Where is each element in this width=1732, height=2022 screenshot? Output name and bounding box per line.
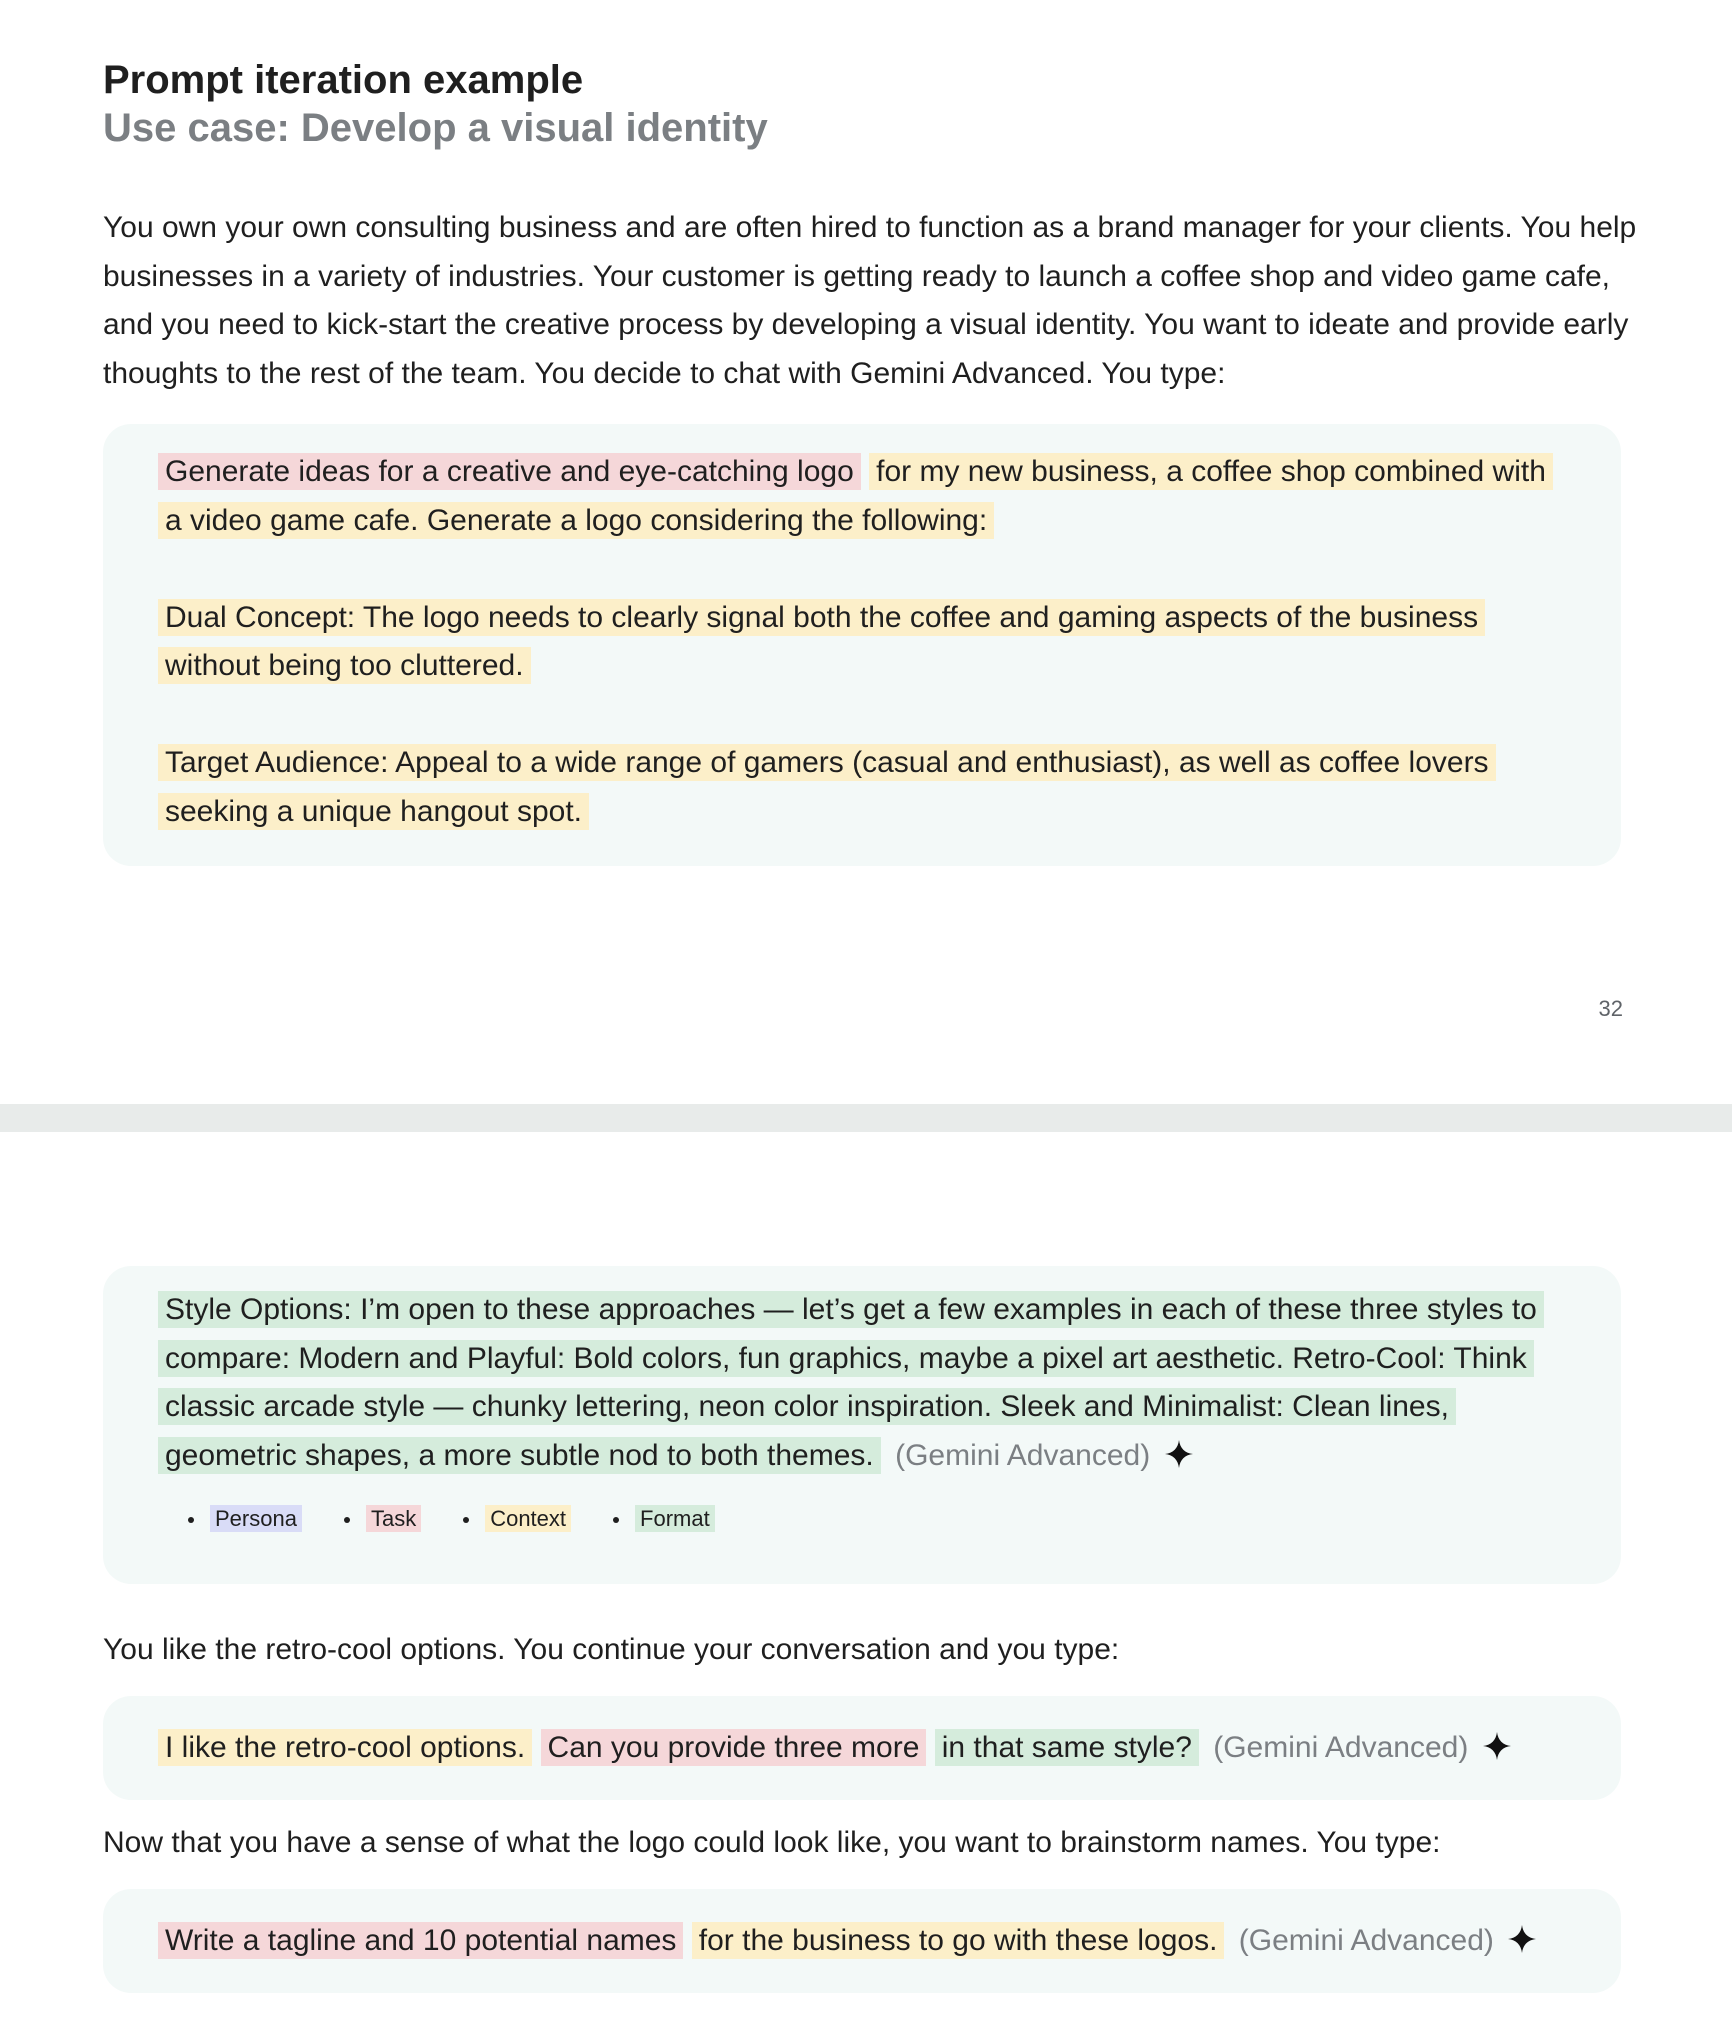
context-highlight: Dual Concept: The logo needs to clearly signal both the coffee and gaming aspects of the business [158,599,1485,636]
format-highlight: classic arcade style — chunky lettering, neon color inspiration. Sleek and Minimalist: Clean lines, [158,1388,1456,1425]
context-highlight: seeking a unique hangout spot. [158,793,589,830]
sparkle-icon [1165,1440,1193,1468]
prompt-box-3 [103,1889,1621,1993]
prompt-line [158,448,1581,497]
page-title: Prompt iteration example [103,58,584,102]
prompt-line [158,739,1581,788]
legend-item-format [613,1504,715,1534]
legend-label: Persona [210,1505,302,1532]
prompt-box-2 [103,1696,1621,1800]
prompt-line [158,594,1581,643]
prompt-box-1 [103,424,1621,866]
context-highlight: for my new business, a coffee shop combined with [869,453,1553,490]
color-legend [188,1504,1581,1534]
format-highlight: Style Options: I’m open to these approaches — let’s get a few examples in each of these three styles to [158,1291,1544,1328]
legend-label: Format [635,1505,715,1532]
page-separator [0,1104,1732,1132]
context-highlight: a video game cafe. Generate a logo considering the following: [158,502,994,539]
legend-label: Task [366,1505,421,1532]
intro-paragraph: You own your own consulting business and are often hired to function as a brand manager for your clients. You help businesses in a variety of industries. Your customer is getting ready to launch a coffee shop and video game cafe, and you need to kick-start the creative process by developing a visual identity. You want to ideate and provide early thoughts to the rest of the team. You decide to chat with Gemini Advanced. You type: [103,211,1637,390]
page-number: 32 [1598,996,1623,1021]
context-highlight: I like the retro-cool options. [158,1729,532,1766]
prompt-line [158,1335,1581,1384]
task-highlight: Generate ideas for a creative and eye-catching logo [158,453,861,490]
legend-item-context [463,1504,571,1534]
prompt-box-1-continued [103,1266,1621,1584]
legend-item-persona [188,1504,302,1534]
prompt-line [158,1724,1581,1773]
prompt-line [158,1383,1581,1432]
context-highlight: Target Audience: Appeal to a wide range of gamers (casual and enthusiast), as well as coffee lovers [158,744,1496,781]
page-subtitle: Use case: Develop a visual identity [103,106,768,150]
paragraph-gap [158,545,1581,594]
format-highlight: in that same style? [935,1729,1199,1766]
prompt-line [158,1432,1581,1481]
sparkle-icon [1508,1925,1536,1953]
brainstorm-text: Now that you have a sense of what the logo could look like, you want to brainstorm names. You type: [103,1826,1441,1859]
context-highlight: without being too cluttered. [158,647,531,684]
task-highlight: Can you provide three more [541,1729,927,1766]
format-highlight: geometric shapes, a more subtle nod to both themes. [158,1437,881,1474]
prompt-line [158,642,1581,691]
prompt-line [158,497,1581,546]
task-highlight: Write a tagline and 10 potential names [158,1922,683,1959]
format-highlight: compare: Modern and Playful: Bold colors, fun graphics, maybe a pixel art aesthetic. Retro-Cool: Think [158,1340,1534,1377]
sparkle-icon [1483,1732,1511,1760]
legend-item-task [344,1504,421,1534]
followup-text: You like the retro-cool options. You continue your conversation and you type: [103,1633,1120,1666]
prompt-line [158,1917,1581,1966]
legend-label: Context [485,1505,571,1532]
gemini-attribution: (Gemini Advanced) [895,1438,1151,1472]
paragraph-gap [158,691,1581,740]
gemini-attribution: (Gemini Advanced) [1238,1924,1494,1957]
page-33 [0,1132,1732,2022]
prompt-line [158,788,1581,837]
gemini-attribution: (Gemini Advanced) [1213,1731,1469,1764]
prompt-line [158,1286,1581,1335]
context-highlight: for the business to go with these logos. [692,1922,1225,1959]
